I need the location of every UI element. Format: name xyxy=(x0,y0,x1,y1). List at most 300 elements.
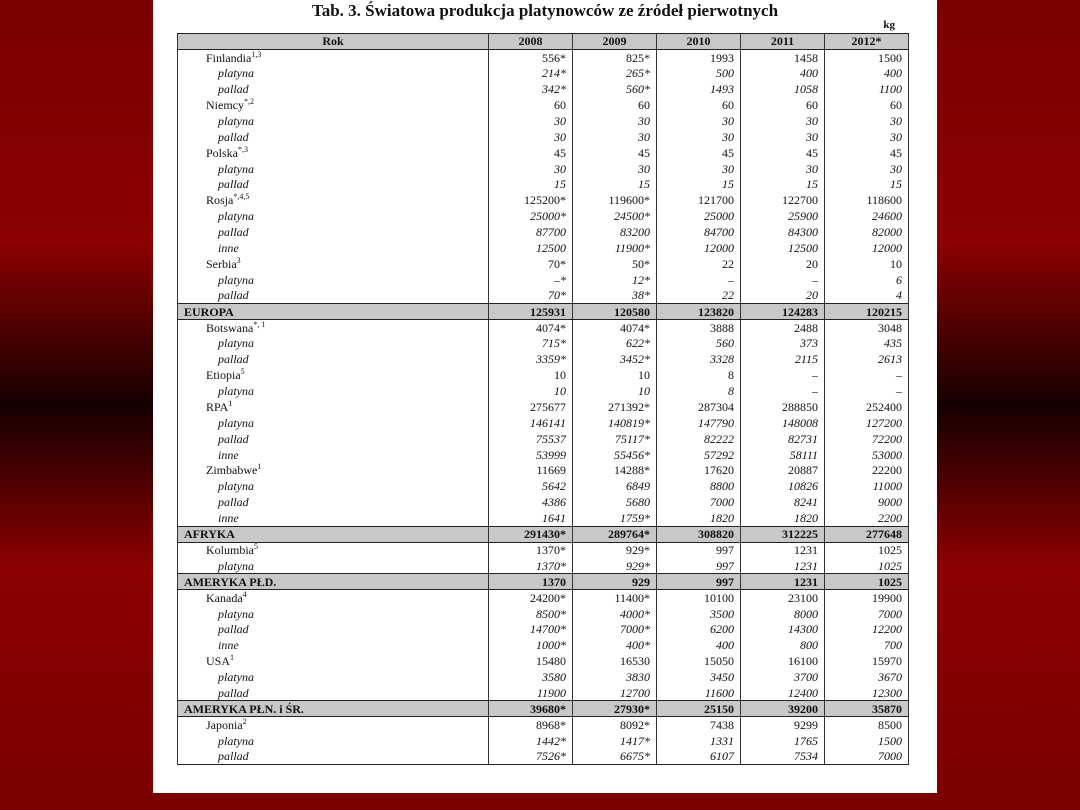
row-label xyxy=(178,224,489,240)
row-label xyxy=(178,510,489,526)
value-cell: 312225 xyxy=(741,526,825,542)
footnote-marker: 1 xyxy=(228,398,233,408)
value-cell: 8500 xyxy=(825,717,909,733)
row-label xyxy=(178,113,489,129)
value-cell: 1500 xyxy=(825,733,909,749)
value-cell: 22 xyxy=(657,256,741,272)
footnote-marker: 4 xyxy=(242,589,247,599)
footnote-marker: *,2 xyxy=(244,97,254,106)
row-label-text: platyna xyxy=(218,670,254,685)
row-label-text: platyna xyxy=(218,161,254,176)
row-label-text: inne xyxy=(218,638,239,653)
value-cell: 45 xyxy=(489,145,573,161)
value-cell: 25150 xyxy=(657,701,741,717)
value-cell: 400 xyxy=(657,637,741,653)
value-cell: 82731 xyxy=(741,431,825,447)
header-2010: 2010 xyxy=(657,34,741,50)
row-label xyxy=(178,145,489,161)
value-cell: 50* xyxy=(573,256,657,272)
value-cell: 6675* xyxy=(573,749,657,765)
value-cell: – xyxy=(825,383,909,399)
value-cell: 27930* xyxy=(573,701,657,717)
header-row xyxy=(178,34,909,50)
value-cell: 8 xyxy=(657,367,741,383)
row-label xyxy=(178,272,489,288)
metal-row xyxy=(178,129,909,145)
value-cell: 929* xyxy=(573,542,657,558)
value-cell: 15 xyxy=(741,177,825,193)
value-cell: 3359* xyxy=(489,351,573,367)
value-cell: 997 xyxy=(657,542,741,558)
value-cell: 4074* xyxy=(573,320,657,336)
value-cell: 4074* xyxy=(489,320,573,336)
value-cell: 5680 xyxy=(573,494,657,510)
row-label-text: platyna xyxy=(218,606,254,621)
value-cell: 30 xyxy=(489,161,573,177)
row-label xyxy=(178,606,489,622)
value-cell: 7000 xyxy=(825,749,909,765)
row-label-text: platyna xyxy=(218,733,254,748)
value-cell: 35870 xyxy=(825,701,909,717)
value-cell: 11900 xyxy=(489,685,573,701)
metal-row xyxy=(178,685,909,701)
value-cell: 3888 xyxy=(657,320,741,336)
metal-row xyxy=(178,65,909,81)
value-cell: 10 xyxy=(573,367,657,383)
value-cell: 3450 xyxy=(657,669,741,685)
value-cell: – xyxy=(741,367,825,383)
row-label xyxy=(178,621,489,637)
value-cell: 82000 xyxy=(825,224,909,240)
value-cell: 45 xyxy=(573,145,657,161)
row-label xyxy=(178,49,489,65)
metal-row xyxy=(178,606,909,622)
value-cell: 22200 xyxy=(825,463,909,479)
value-cell: 25000* xyxy=(489,208,573,224)
value-cell: 84700 xyxy=(657,224,741,240)
value-cell: 3048 xyxy=(825,320,909,336)
region-total-row xyxy=(178,526,909,542)
value-cell: 9000 xyxy=(825,494,909,510)
value-cell: 24600 xyxy=(825,208,909,224)
value-cell: 1231 xyxy=(741,574,825,590)
row-label-text: platyna xyxy=(218,66,254,81)
value-cell: – xyxy=(741,272,825,288)
metal-row xyxy=(178,510,909,526)
value-cell: 11400* xyxy=(573,590,657,606)
value-cell: 3452* xyxy=(573,351,657,367)
production-table xyxy=(177,33,909,765)
row-label-text: AMERYKA PŁD. xyxy=(184,574,277,589)
metal-row xyxy=(178,208,909,224)
row-label-text: Etiopia xyxy=(206,368,241,383)
row-label-text: inne xyxy=(218,510,239,525)
value-cell: 6849 xyxy=(573,478,657,494)
value-cell: 8500* xyxy=(489,606,573,622)
value-cell: 15050 xyxy=(657,653,741,669)
header-2009: 2009 xyxy=(573,34,657,50)
value-cell: 7526* xyxy=(489,749,573,765)
value-cell: 1370* xyxy=(489,542,573,558)
value-cell: 1765 xyxy=(741,733,825,749)
country-row xyxy=(178,49,909,65)
value-cell: 556* xyxy=(489,49,573,65)
row-label xyxy=(178,97,489,113)
value-cell: 10 xyxy=(489,383,573,399)
value-cell: 1331 xyxy=(657,733,741,749)
row-label-text: Zimbabwe xyxy=(206,463,258,478)
value-cell: 8800 xyxy=(657,478,741,494)
value-cell: 11000 xyxy=(825,478,909,494)
metal-row xyxy=(178,335,909,351)
value-cell: 24500* xyxy=(573,208,657,224)
row-label xyxy=(178,351,489,367)
value-cell: 146141 xyxy=(489,415,573,431)
value-cell: 75537 xyxy=(489,431,573,447)
row-label xyxy=(178,590,489,606)
value-cell: 38* xyxy=(573,288,657,304)
value-cell: 83200 xyxy=(573,224,657,240)
row-label xyxy=(178,542,489,558)
value-cell: 123820 xyxy=(657,304,741,320)
row-label-text: platyna xyxy=(218,272,254,287)
region-total-row xyxy=(178,701,909,717)
value-cell: 25900 xyxy=(741,208,825,224)
row-label-text: Botswana xyxy=(206,320,254,335)
metal-row xyxy=(178,447,909,463)
value-cell: 6107 xyxy=(657,749,741,765)
footnote-marker: 1,3 xyxy=(251,49,262,59)
unit-label: kg xyxy=(883,19,895,31)
metal-row xyxy=(178,177,909,193)
metal-row xyxy=(178,81,909,97)
value-cell: 435 xyxy=(825,335,909,351)
value-cell: 929* xyxy=(573,558,657,574)
value-cell: 1820 xyxy=(657,510,741,526)
value-cell: 997 xyxy=(657,574,741,590)
row-label-text: pallad xyxy=(218,495,249,510)
metal-row xyxy=(178,113,909,129)
value-cell: 11900* xyxy=(573,240,657,256)
value-cell: 12500 xyxy=(489,240,573,256)
footnote-marker: *,3 xyxy=(238,144,249,154)
value-cell: 57292 xyxy=(657,447,741,463)
value-cell: 1025 xyxy=(825,542,909,558)
row-label-text: RPA xyxy=(206,399,229,414)
value-cell: 15480 xyxy=(489,653,573,669)
metal-row xyxy=(178,272,909,288)
value-cell: 2200 xyxy=(825,510,909,526)
value-cell: 622* xyxy=(573,335,657,351)
row-label-text: Japonia xyxy=(206,717,243,732)
value-cell: 275677 xyxy=(489,399,573,415)
row-label xyxy=(178,733,489,749)
row-label xyxy=(178,367,489,383)
value-cell: 45 xyxy=(741,145,825,161)
value-cell: 30 xyxy=(657,161,741,177)
row-label-text: Kanada xyxy=(206,590,243,605)
metal-row xyxy=(178,733,909,749)
row-label-text: platyna xyxy=(218,558,254,573)
row-label xyxy=(178,383,489,399)
value-cell: 265* xyxy=(573,65,657,81)
value-cell: 289764* xyxy=(573,526,657,542)
value-cell: 30 xyxy=(741,129,825,145)
value-cell: 2488 xyxy=(741,320,825,336)
value-cell: 60 xyxy=(741,97,825,113)
value-cell: 60 xyxy=(657,97,741,113)
row-label-text: inne xyxy=(218,447,239,462)
value-cell: 7000 xyxy=(657,494,741,510)
value-cell: 1759* xyxy=(573,510,657,526)
value-cell: 277648 xyxy=(825,526,909,542)
value-cell: 1458 xyxy=(741,49,825,65)
metal-row xyxy=(178,494,909,510)
value-cell: 24200* xyxy=(489,590,573,606)
value-cell: 2613 xyxy=(825,351,909,367)
metal-row xyxy=(178,161,909,177)
value-cell: 23100 xyxy=(741,590,825,606)
metal-row xyxy=(178,224,909,240)
value-cell: 12400 xyxy=(741,685,825,701)
row-label xyxy=(178,669,489,685)
slide xyxy=(153,0,937,793)
row-label xyxy=(178,415,489,431)
country-row xyxy=(178,653,909,669)
row-label-text: pallad xyxy=(218,352,249,367)
metal-row xyxy=(178,749,909,765)
value-cell: 14288* xyxy=(573,463,657,479)
value-cell: 30 xyxy=(573,113,657,129)
value-cell: 1100 xyxy=(825,81,909,97)
value-cell: 30 xyxy=(657,129,741,145)
value-cell: 75117* xyxy=(573,431,657,447)
row-label-text: platyna xyxy=(218,336,254,351)
value-cell: 14700* xyxy=(489,621,573,637)
row-label-text: pallad xyxy=(218,749,249,764)
value-cell: 12000 xyxy=(825,240,909,256)
value-cell: 500 xyxy=(657,65,741,81)
value-cell: 148008 xyxy=(741,415,825,431)
row-label-text: platyna xyxy=(218,209,254,224)
table-body xyxy=(178,49,909,764)
value-cell: 10 xyxy=(825,256,909,272)
value-cell: 15 xyxy=(489,177,573,193)
row-label-text: Finlandia xyxy=(206,50,252,65)
value-cell: 12200 xyxy=(825,621,909,637)
metal-row xyxy=(178,383,909,399)
value-cell: 252400 xyxy=(825,399,909,415)
value-cell: 20 xyxy=(741,288,825,304)
value-cell: 19900 xyxy=(825,590,909,606)
row-label xyxy=(178,431,489,447)
value-cell: 288850 xyxy=(741,399,825,415)
value-cell: 124283 xyxy=(741,304,825,320)
value-cell: 1058 xyxy=(741,81,825,97)
value-cell: 560* xyxy=(573,81,657,97)
footnote-marker: 3 xyxy=(236,255,241,265)
value-cell: 22 xyxy=(657,288,741,304)
value-cell: 120580 xyxy=(573,304,657,320)
value-cell: 147790 xyxy=(657,415,741,431)
value-cell: 400 xyxy=(825,65,909,81)
value-cell: 39680* xyxy=(489,701,573,717)
metal-row xyxy=(178,240,909,256)
value-cell: 53000 xyxy=(825,447,909,463)
metal-row xyxy=(178,558,909,574)
value-cell: 12700 xyxy=(573,685,657,701)
value-cell: 122700 xyxy=(741,192,825,208)
value-cell: 39200 xyxy=(741,701,825,717)
country-row xyxy=(178,256,909,272)
country-row xyxy=(178,145,909,161)
metal-row xyxy=(178,288,909,304)
value-cell: 10100 xyxy=(657,590,741,606)
value-cell: 53999 xyxy=(489,447,573,463)
value-cell: 30 xyxy=(573,129,657,145)
value-cell: 121700 xyxy=(657,192,741,208)
row-label xyxy=(178,288,489,304)
value-cell: 30 xyxy=(489,129,573,145)
footnote-marker: 5 xyxy=(240,367,245,377)
value-cell: 140819* xyxy=(573,415,657,431)
value-cell: – xyxy=(657,272,741,288)
value-cell: 15 xyxy=(573,177,657,193)
value-cell: 8000 xyxy=(741,606,825,622)
value-cell: 400 xyxy=(741,65,825,81)
row-label xyxy=(178,685,489,701)
footnote-marker: *,4,5 xyxy=(233,192,250,202)
header-2012: 2012* xyxy=(825,34,909,50)
country-row xyxy=(178,399,909,415)
row-label-text: pallad xyxy=(218,177,249,192)
value-cell: 12000 xyxy=(657,240,741,256)
value-cell: 3830 xyxy=(573,669,657,685)
value-cell: 1025 xyxy=(825,558,909,574)
metal-row xyxy=(178,637,909,653)
row-label-text: platyna xyxy=(218,384,254,399)
value-cell: 308820 xyxy=(657,526,741,542)
row-label-text: Niemcy xyxy=(206,98,244,112)
value-cell: 1442* xyxy=(489,733,573,749)
row-label xyxy=(178,447,489,463)
row-label xyxy=(178,558,489,574)
value-cell: 287304 xyxy=(657,399,741,415)
row-label xyxy=(178,129,489,145)
row-label xyxy=(178,65,489,81)
value-cell: 8092* xyxy=(573,717,657,733)
row-label xyxy=(178,701,489,717)
row-label-text: Polska xyxy=(206,145,239,160)
value-cell: 2115 xyxy=(741,351,825,367)
header-2008: 2008 xyxy=(489,34,573,50)
row-label-text: AFRYKA xyxy=(184,527,235,542)
value-cell: 7534 xyxy=(741,749,825,765)
value-cell: 8 xyxy=(657,383,741,399)
value-cell: 1493 xyxy=(657,81,741,97)
row-label-text: pallad xyxy=(218,129,249,144)
row-label xyxy=(178,526,489,542)
value-cell: 271392* xyxy=(573,399,657,415)
value-cell: 5642 xyxy=(489,478,573,494)
value-cell: 82222 xyxy=(657,431,741,447)
country-row xyxy=(178,367,909,383)
value-cell: 1500 xyxy=(825,49,909,65)
value-cell: 8968* xyxy=(489,717,573,733)
value-cell: 20887 xyxy=(741,463,825,479)
value-cell: 1231 xyxy=(741,542,825,558)
value-cell: 214* xyxy=(489,65,573,81)
value-cell: 16530 xyxy=(573,653,657,669)
value-cell: 700 xyxy=(825,637,909,653)
row-label xyxy=(178,463,489,479)
value-cell: 10826 xyxy=(741,478,825,494)
row-label-text: platyna xyxy=(218,113,254,128)
region-total-row xyxy=(178,574,909,590)
country-row xyxy=(178,320,909,336)
value-cell: 10 xyxy=(489,367,573,383)
value-cell: 9299 xyxy=(741,717,825,733)
value-cell: 6 xyxy=(825,272,909,288)
row-label-text: AMERYKA PŁN. i ŚR. xyxy=(184,701,304,716)
value-cell: 3328 xyxy=(657,351,741,367)
row-label xyxy=(178,304,489,320)
value-cell: 45 xyxy=(825,145,909,161)
row-label-text: pallad xyxy=(218,225,249,240)
region-total-row xyxy=(178,304,909,320)
country-row xyxy=(178,97,909,113)
value-cell: 400* xyxy=(573,637,657,653)
row-label-text: Kolumbia xyxy=(206,543,254,558)
value-cell: 70* xyxy=(489,256,573,272)
value-cell: 30 xyxy=(825,129,909,145)
value-cell: 58111 xyxy=(741,447,825,463)
value-cell: 30 xyxy=(573,161,657,177)
value-cell: 373 xyxy=(741,335,825,351)
value-cell: 11669 xyxy=(489,463,573,479)
footnote-marker: 1 xyxy=(230,653,235,663)
metal-row xyxy=(178,415,909,431)
value-cell: 60 xyxy=(489,97,573,113)
value-cell: 1000* xyxy=(489,637,573,653)
value-cell: 3580 xyxy=(489,669,573,685)
value-cell: 1231 xyxy=(741,558,825,574)
value-cell: 30 xyxy=(825,113,909,129)
row-label xyxy=(178,320,489,336)
value-cell: 14300 xyxy=(741,621,825,637)
value-cell: 7000* xyxy=(573,621,657,637)
row-label xyxy=(178,574,489,590)
value-cell: 6200 xyxy=(657,621,741,637)
row-label xyxy=(178,494,489,510)
row-label xyxy=(178,256,489,272)
value-cell: 15 xyxy=(657,177,741,193)
row-label-text: inne xyxy=(218,241,239,256)
value-cell: 125200* xyxy=(489,192,573,208)
value-cell: 4000* xyxy=(573,606,657,622)
header-rok: Rok xyxy=(178,34,489,50)
footnote-marker: 5 xyxy=(254,542,258,552)
value-cell: –* xyxy=(489,272,573,288)
metal-row xyxy=(178,669,909,685)
value-cell: 1370 xyxy=(489,574,573,590)
row-label-text: Rosja xyxy=(206,193,234,208)
row-label xyxy=(178,717,489,733)
row-label xyxy=(178,478,489,494)
row-label xyxy=(178,399,489,415)
value-cell: 55456* xyxy=(573,447,657,463)
value-cell: 8241 xyxy=(741,494,825,510)
